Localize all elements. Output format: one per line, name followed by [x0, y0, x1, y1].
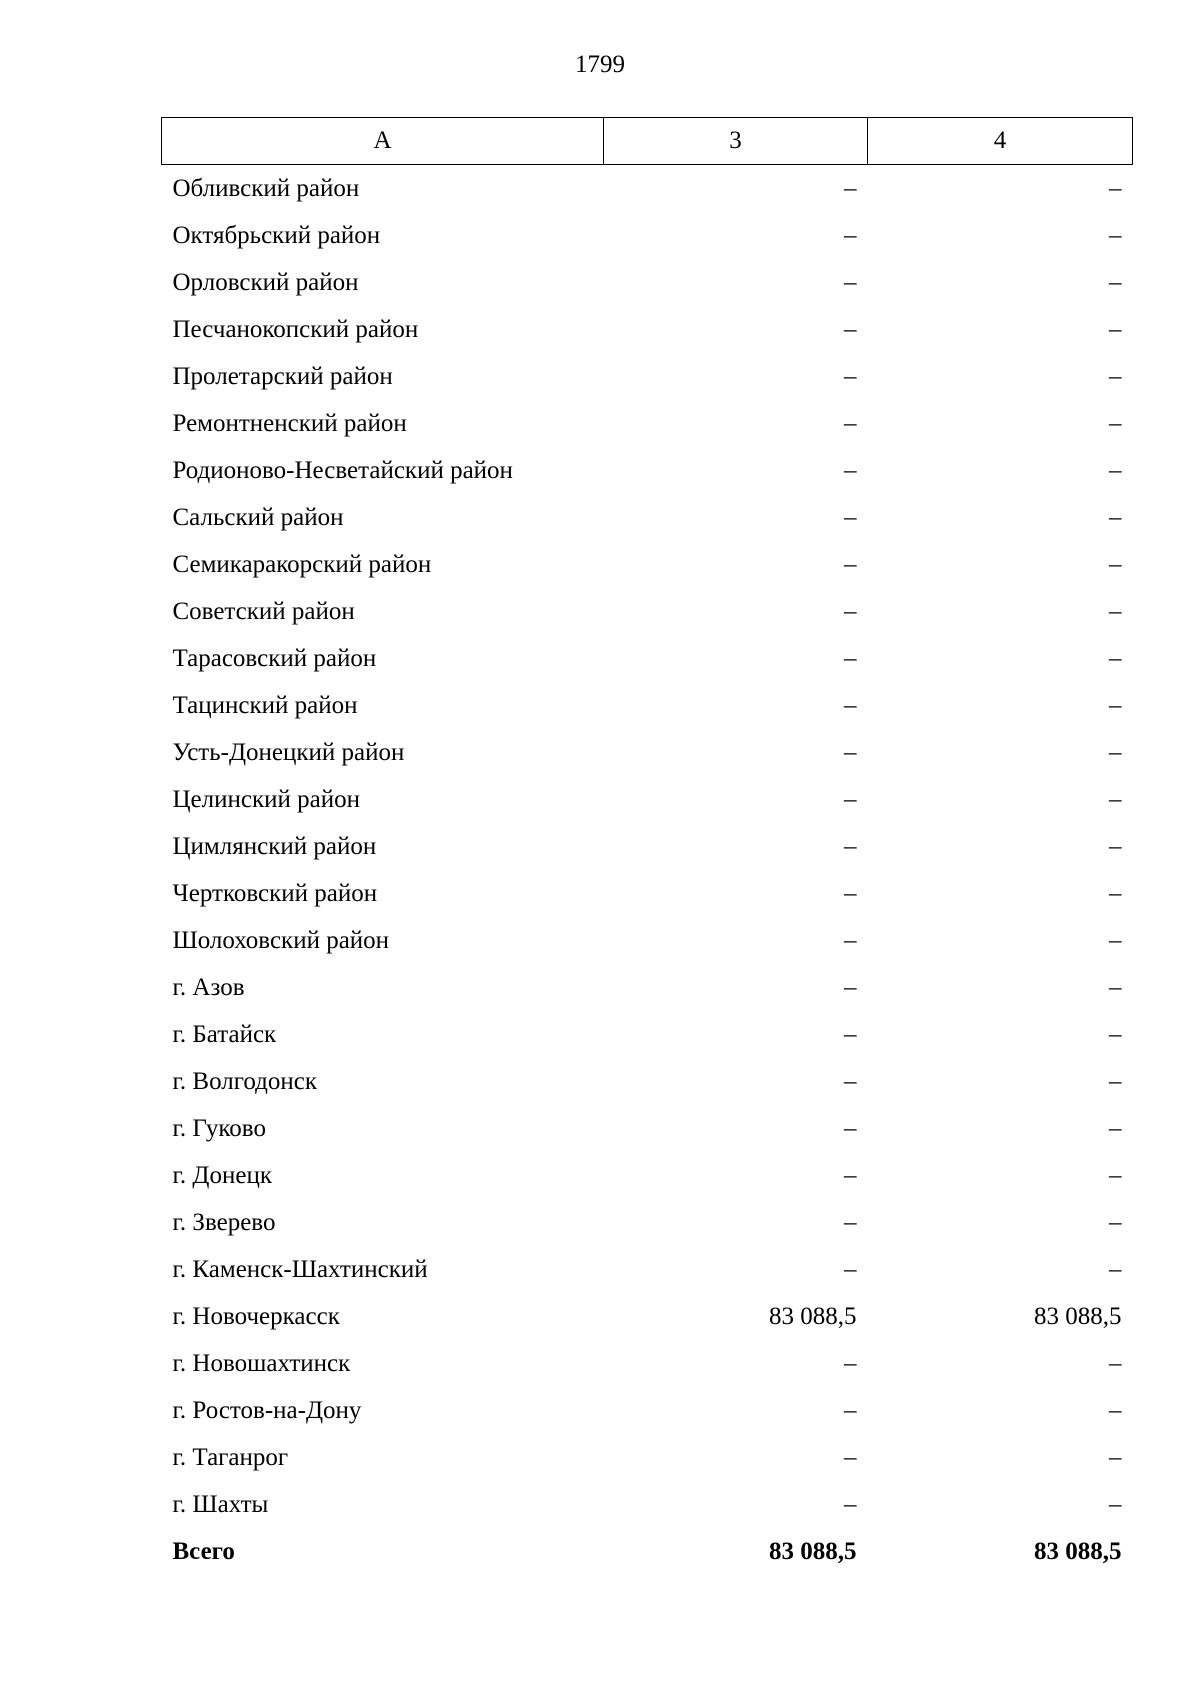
row-col-3: –: [844, 926, 857, 954]
row-name: г. Азов: [172, 973, 245, 1001]
row-col-4: –: [1109, 268, 1122, 296]
row-col-4: –: [1109, 503, 1122, 531]
row-col-4: –: [1109, 832, 1122, 860]
row-col-4: –: [1109, 1396, 1122, 1424]
row-name: Песчанокопский район: [172, 315, 419, 343]
table-row: [162, 212, 1133, 259]
row-name: Ремонтненский район: [172, 409, 407, 437]
total-col-3: 83 088,5: [769, 1537, 857, 1565]
row-col-4: –: [1109, 879, 1122, 907]
row-col-3: –: [844, 879, 857, 907]
row-col-4: –: [1109, 362, 1122, 390]
table-row: [162, 1011, 1133, 1058]
row-col-3: –: [844, 221, 857, 249]
table-row: [162, 165, 1133, 213]
row-col-3: –: [844, 409, 857, 437]
row-col-3: –: [844, 174, 857, 202]
row-col-3: –: [844, 268, 857, 296]
row-col-3: –: [844, 550, 857, 578]
page-number: 1799: [575, 51, 625, 78]
row-name: Семикаракорский район: [172, 550, 432, 578]
row-col-3: –: [844, 832, 857, 860]
row-col-3: –: [844, 1067, 857, 1095]
table-row: [162, 870, 1133, 917]
row-col-3: 83 088,5: [769, 1302, 857, 1330]
row-col-3: –: [844, 1443, 857, 1471]
header-row: [162, 118, 1133, 165]
table-row: [162, 259, 1133, 306]
row-name: Тарасовский район: [172, 644, 377, 672]
table-row: [162, 823, 1133, 870]
row-col-3: –: [844, 1396, 857, 1424]
row-col-4: –: [1109, 1020, 1122, 1048]
row-col-4: –: [1109, 785, 1122, 813]
row-name: г. Каменск-Шахтинский: [172, 1255, 428, 1283]
row-name: г. Волгодонск: [172, 1067, 318, 1095]
row-col-3: –: [844, 1490, 857, 1518]
total-row: [162, 1528, 1133, 1575]
table-row: [162, 1152, 1133, 1199]
row-col-3: –: [844, 1114, 857, 1142]
header-col-3: 3: [604, 118, 868, 165]
row-col-3: –: [844, 1349, 857, 1377]
row-name: г. Зверево: [172, 1208, 276, 1236]
table-row: [162, 1293, 1133, 1340]
row-col-4: –: [1109, 1490, 1122, 1518]
row-col-4: –: [1109, 644, 1122, 672]
table-row: [162, 353, 1133, 400]
row-name: Шолоховский район: [172, 926, 390, 954]
row-col-4: –: [1109, 738, 1122, 766]
row-name: г. Гуково: [172, 1114, 266, 1142]
row-name: Пролетарский район: [172, 362, 393, 390]
row-col-4: –: [1109, 409, 1122, 437]
row-col-3: –: [844, 597, 857, 625]
table-row: [162, 494, 1133, 541]
row-name: г. Батайск: [172, 1020, 277, 1048]
row-col-4: –: [1109, 1114, 1122, 1142]
table-row: [162, 1387, 1133, 1434]
table-row: [162, 400, 1133, 447]
row-name: г. Новошахтинск: [172, 1349, 351, 1377]
row-col-4: –: [1109, 315, 1122, 343]
row-name: Цимлянский район: [172, 832, 377, 860]
row-col-3: –: [844, 315, 857, 343]
row-col-4: –: [1109, 926, 1122, 954]
row-name: г. Таганрог: [172, 1443, 289, 1471]
row-col-3: –: [844, 1208, 857, 1236]
row-col-4: –: [1109, 550, 1122, 578]
row-col-4: –: [1109, 1443, 1122, 1471]
table-row: [162, 1058, 1133, 1105]
row-name: г. Новочеркасск: [172, 1302, 340, 1330]
row-name: Обливский район: [172, 174, 360, 202]
row-col-3: –: [844, 644, 857, 672]
table-row: [162, 1246, 1133, 1293]
row-col-4: –: [1109, 221, 1122, 249]
row-col-4: –: [1109, 691, 1122, 719]
table-row: [162, 588, 1133, 635]
header-col-4: 4: [868, 118, 1133, 165]
table-row: [162, 1105, 1133, 1152]
row-col-3: –: [844, 1161, 857, 1189]
row-col-4: –: [1109, 1067, 1122, 1095]
row-name: г. Ростов-на-Дону: [172, 1396, 362, 1424]
table-row: [162, 635, 1133, 682]
row-col-3: –: [844, 456, 857, 484]
row-name: Родионово-Несветайский район: [172, 456, 513, 484]
header-col-a: А: [162, 118, 604, 165]
row-name: Усть-Донецкий район: [172, 738, 405, 766]
row-name: Сальский район: [172, 503, 344, 531]
row-col-3: –: [844, 691, 857, 719]
row-col-4: –: [1109, 1255, 1122, 1283]
row-col-4: –: [1109, 1208, 1122, 1236]
table-row: [162, 1340, 1133, 1387]
row-col-4: –: [1109, 1161, 1122, 1189]
row-name: г. Донецк: [172, 1161, 272, 1189]
row-col-3: –: [844, 362, 857, 390]
row-col-4: –: [1109, 597, 1122, 625]
table-row: [162, 917, 1133, 964]
total-col-4: 83 088,5: [1034, 1537, 1122, 1565]
row-col-3: –: [844, 738, 857, 766]
row-col-3: –: [844, 1255, 857, 1283]
table-row: [162, 447, 1133, 494]
table-row: [162, 682, 1133, 729]
table-row: [162, 541, 1133, 588]
table-row: [162, 1481, 1133, 1528]
row-name: Тацинский район: [172, 691, 358, 719]
row-col-4: 83 088,5: [1034, 1302, 1122, 1330]
row-col-4: –: [1109, 973, 1122, 1001]
row-col-4: –: [1109, 1349, 1122, 1377]
row-name: Чертковский район: [172, 879, 378, 907]
row-col-3: –: [844, 1020, 857, 1048]
allocation-table: [161, 117, 1133, 1575]
table-row: [162, 964, 1133, 1011]
table-row: [162, 1434, 1133, 1481]
table-row: [162, 729, 1133, 776]
row-name: Октябрьский район: [172, 221, 381, 249]
total-label: Всего: [172, 1537, 235, 1565]
row-name: Орловский район: [172, 268, 359, 296]
row-name: Советский район: [172, 597, 355, 625]
row-col-3: –: [844, 503, 857, 531]
row-col-3: –: [844, 973, 857, 1001]
row-name: Целинский район: [172, 785, 360, 813]
row-name: г. Шахты: [172, 1490, 269, 1518]
row-col-3: –: [844, 785, 857, 813]
table-row: [162, 1199, 1133, 1246]
row-col-4: –: [1109, 174, 1122, 202]
table-row: [162, 776, 1133, 823]
table-header: [162, 118, 1133, 165]
table-row: [162, 306, 1133, 353]
table-body: [162, 165, 1133, 1576]
row-col-4: –: [1109, 456, 1122, 484]
